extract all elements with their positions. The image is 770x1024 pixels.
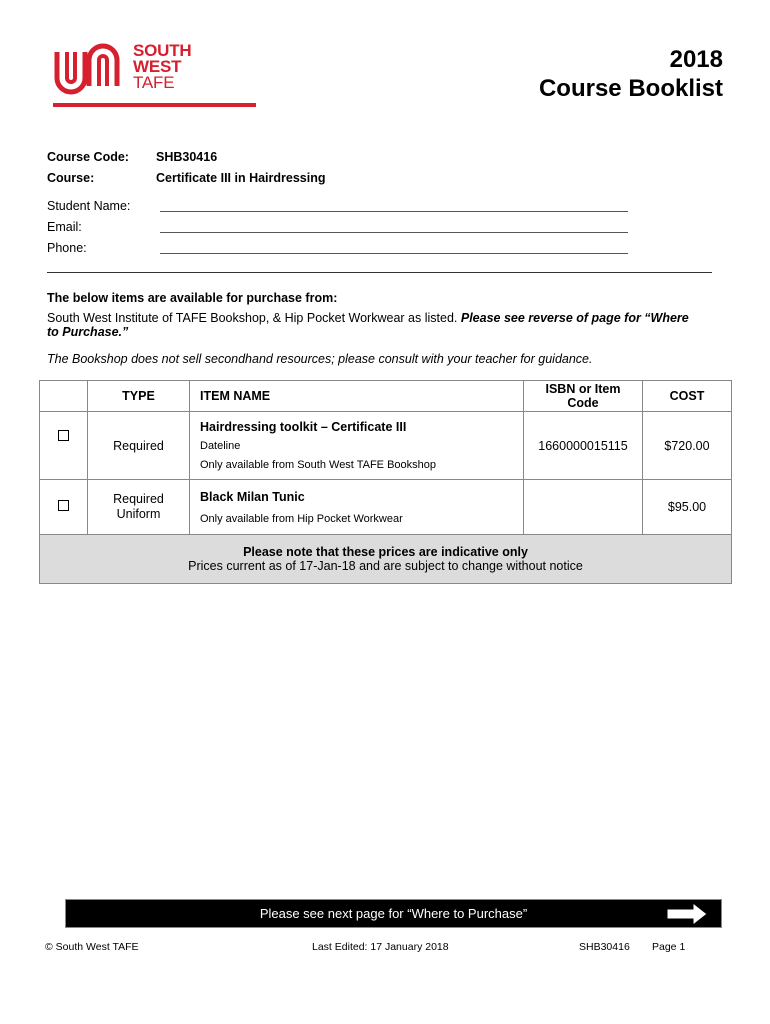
course-value: Certificate III in Hairdressing [156,171,326,185]
row1-cost: $720.00 [643,412,732,480]
purchase-heading: The below items are available for purchase from: [47,291,338,305]
footer-copyright: © South West TAFE [45,941,139,953]
tafe-logo-mark-icon [53,38,125,100]
course-label: Course: [47,171,95,185]
student-name-field[interactable] [160,211,628,212]
row2-cost: $95.00 [643,480,732,535]
phone-label: Phone: [47,241,87,255]
table-row [40,412,732,480]
purchase-info-plain: South West Institute of TAFE Bookshop, & Hip Pocket Workwear as listed. [47,311,458,325]
row1-item-name: Hairdressing toolkit – Certificate III [200,420,407,434]
row2-type [88,480,190,535]
row1-checkbox[interactable] [58,430,69,441]
header-cost: COST [643,381,732,412]
footer-last-edited: Last Edited: 17 January 2018 [312,941,449,953]
price-notice-line1: Please note that these prices are indicative only [243,545,528,559]
course-code-value: SHB30416 [156,150,218,164]
row1-publisher: Dateline [200,440,241,452]
south-west-tafe-logo [53,38,258,108]
footer-page-number: Page 1 [652,941,686,953]
logo-line-tafe: TAFE [133,73,175,92]
header-isbn-line1: ISBN or Item [545,382,621,396]
purchase-info [47,312,727,339]
row1-checkbox-cell [40,412,88,480]
purchase-info-bold-1: Please see reverse of page for “Where [460,311,689,325]
arrow-right-icon [665,902,709,926]
price-notice-row [40,535,732,584]
row2-checkbox-cell [40,480,88,535]
booklist-table [39,380,731,584]
banner-text: Please see next page for “Where to Purchase” [259,906,528,921]
row1-availability: Only available from South West TAFE Bookshop [200,459,437,471]
bookshop-note: The Bookshop does not sell secondhand resources; please consult with your teacher for guidance. [47,352,593,366]
row2-item-name: Black Milan Tunic [200,489,305,504]
row1-item [190,412,524,480]
table-header-row [40,381,732,412]
next-page-banner[interactable] [65,899,722,928]
row1-isbn: 1660000015115 [524,412,643,480]
email-label: Email: [47,220,82,234]
title-text: Course Booklist [538,75,723,102]
title-year: 2018 [669,46,723,73]
table-row [40,480,732,535]
student-name-label: Student Name: [47,199,131,213]
course-code-label: Course Code: [47,150,129,164]
row1-type: Required [88,412,190,480]
row2-type-line2: Uniform [116,507,161,521]
footer-course-code: SHB30416 [579,941,630,953]
phone-field[interactable] [160,253,628,254]
logo-line-west: WEST [133,57,182,76]
row2-checkbox[interactable] [58,500,69,511]
email-field[interactable] [160,232,628,233]
header-item-name: ITEM NAME [190,381,524,412]
price-notice [40,535,732,584]
price-notice-line2: Prices current as of 17-Jan-18 and are subject to change without notice [188,559,583,573]
page-title [539,45,723,103]
header-type: TYPE [88,381,190,412]
section-divider [47,272,712,273]
row2-isbn [524,480,643,535]
logo-underline [53,103,256,107]
purchase-info-bold-2: to Purchase.” [47,324,129,339]
row2-item [190,480,524,535]
header-isbn [524,381,643,412]
header-checkbox-col [40,381,88,412]
row2-availability: Only available from Hip Pocket Workwear [200,512,403,525]
row2-type-line1: Required [113,492,164,506]
logo-line-south: SOUTH [133,41,192,60]
header-isbn-line2: Code [567,396,599,410]
